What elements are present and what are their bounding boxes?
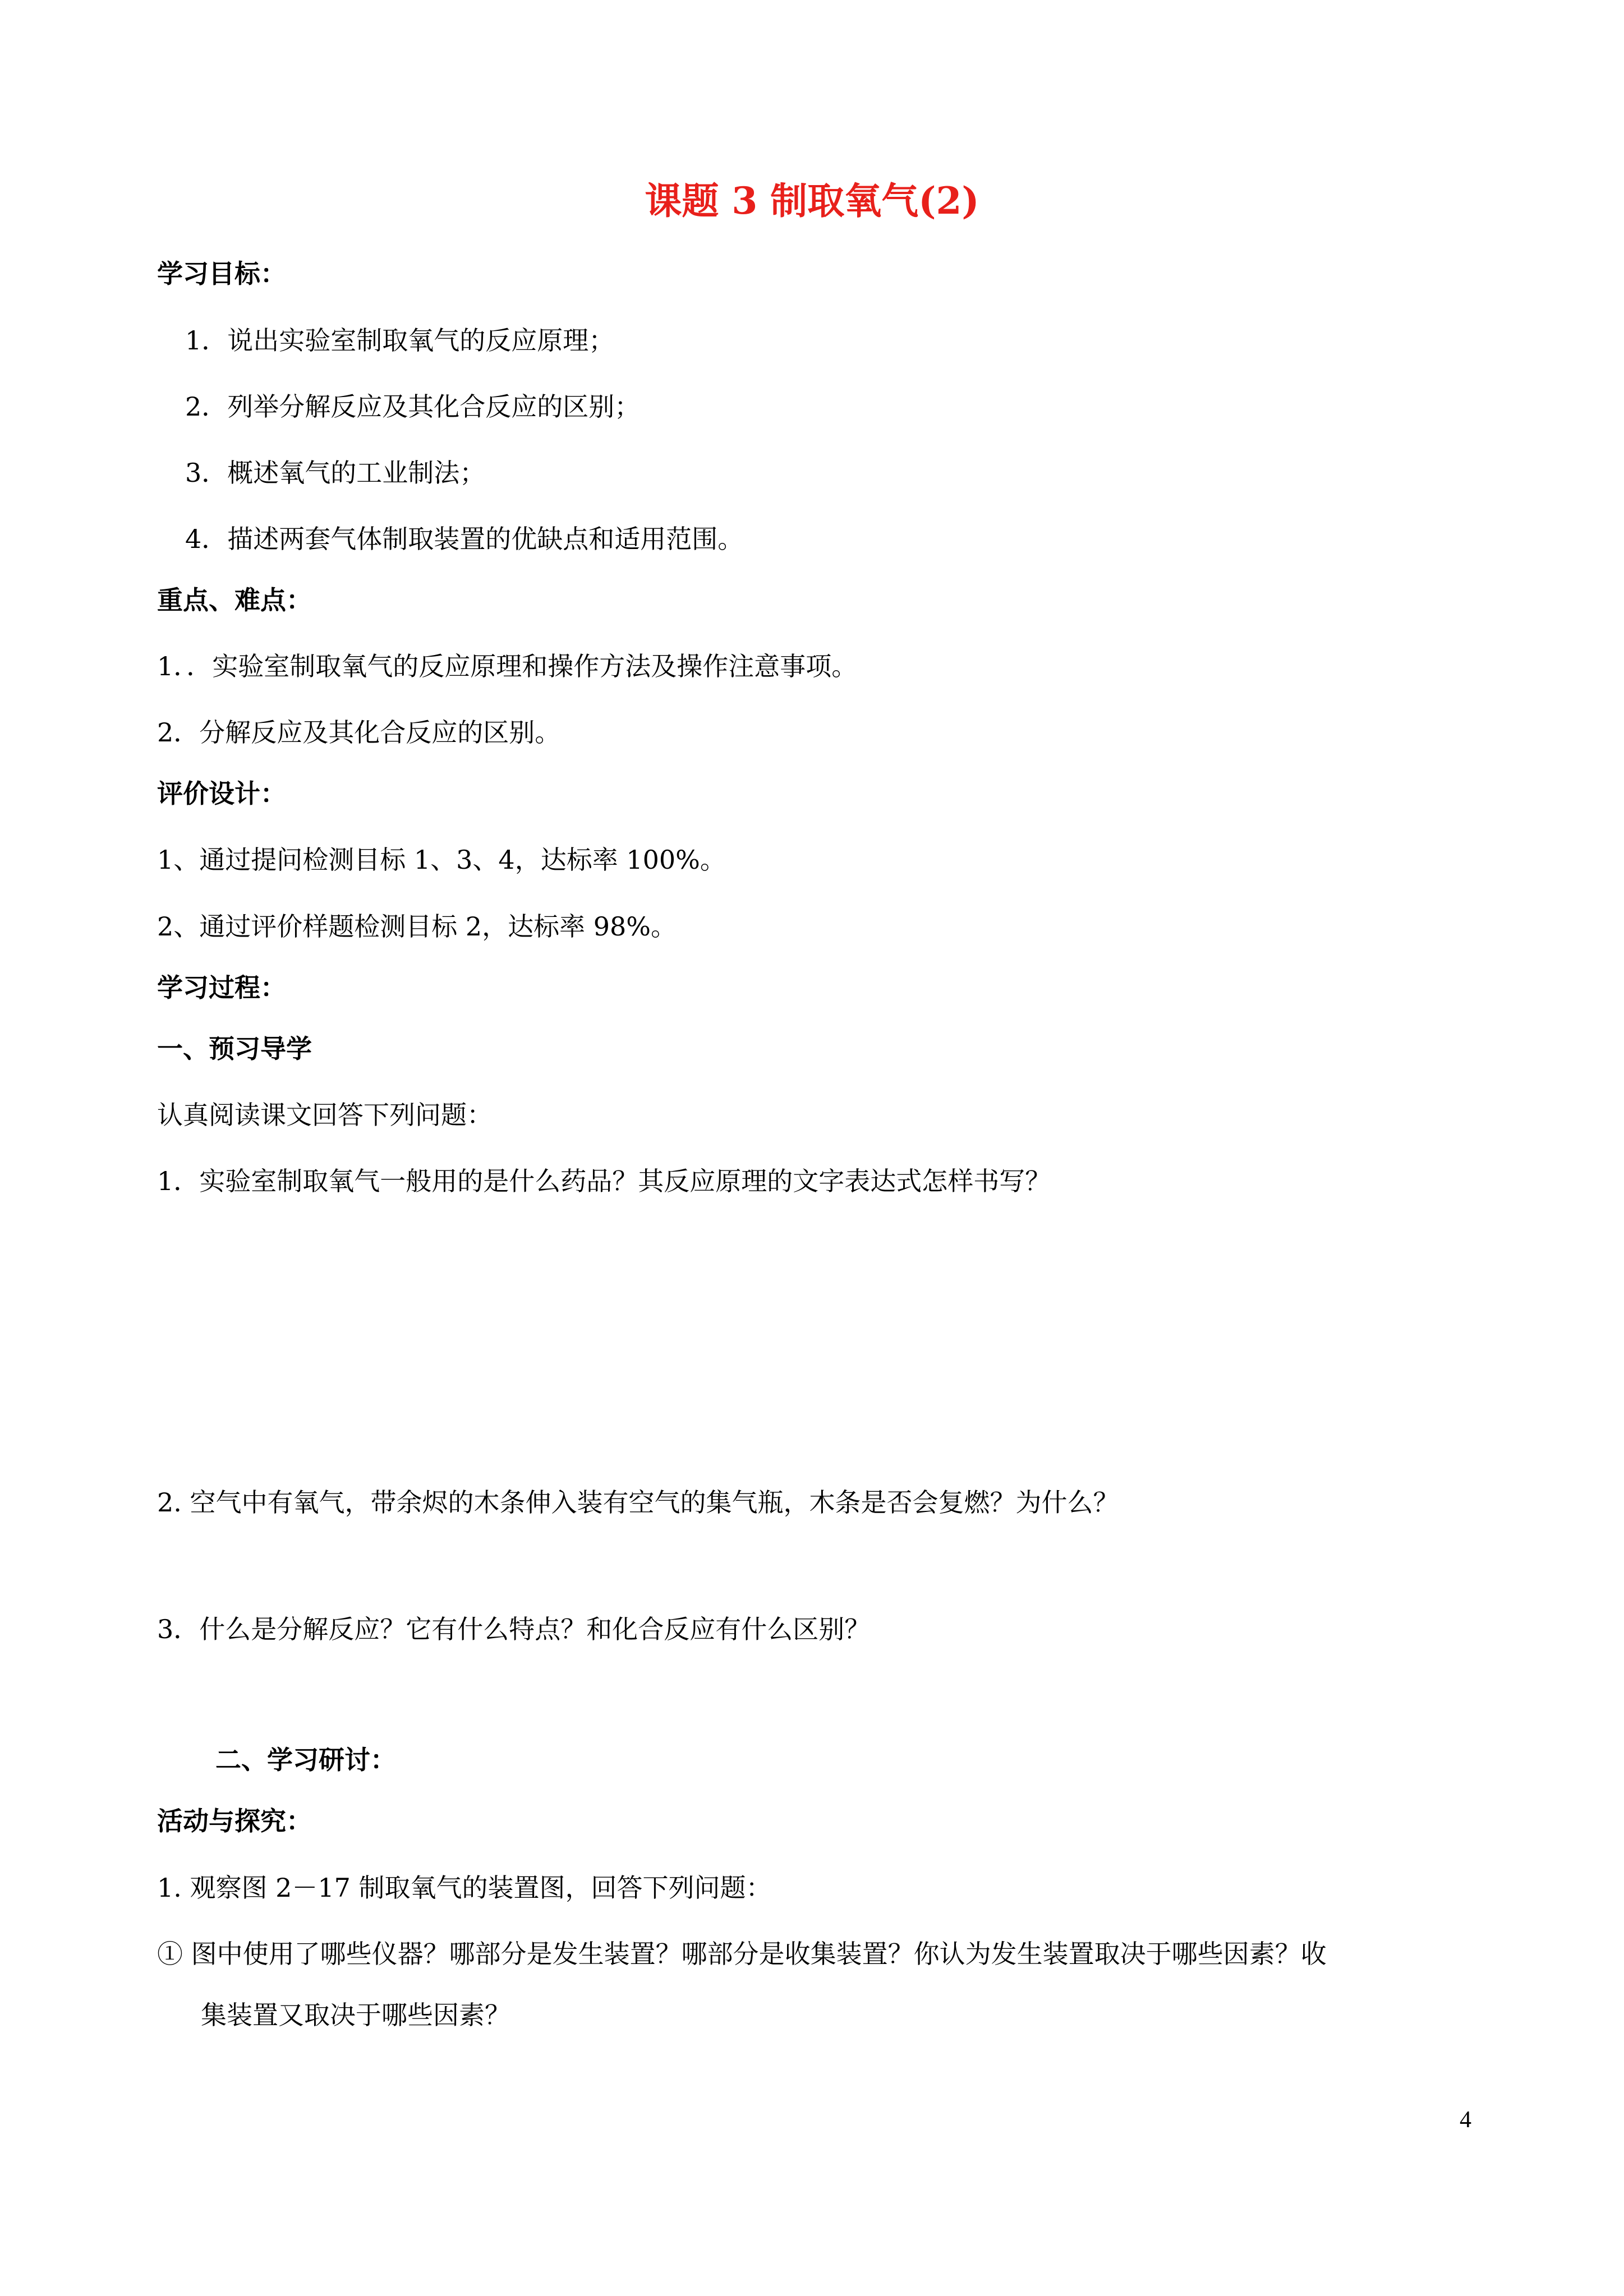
part1-intro: 认真阅读课文回答下列问题： <box>157 1100 493 1130</box>
key-point-item: 1．．实验室制取氧气的反应原理和操作方法及操作注意事项。 <box>157 651 858 681</box>
objective-item: 1．说出实验室制取氧气的反应原理； <box>185 325 615 356</box>
evaluation-item: 1、通过提问检测目标 1、3、4，达标率 100%。 <box>157 845 726 875</box>
key-point-item: 2．分解反应及其化合反应的区别。 <box>157 717 561 748</box>
key-points-heading: 重点、难点： <box>157 585 312 615</box>
objective-item: 3．概述氧气的工业制法； <box>185 458 486 488</box>
objective-item: 4．描述两套气体制取装置的优缺点和适用范围。 <box>185 524 744 554</box>
document-title: 课题 3 制取氧气(2) <box>645 179 979 223</box>
objective-item: 2．列举分解反应及其化合反应的区别； <box>185 391 641 422</box>
sub-question-line: ① 图中使用了哪些仪器？哪部分是发生装置？哪部分是收集装置？你认为发生装置取决于哪些因素？收 <box>157 1939 1327 1969</box>
page-number: 4 <box>1460 2107 1471 2133</box>
evaluation-heading: 评价设计： <box>157 778 286 809</box>
question-item: 2. 空气中有氧气，带余烬的木条伸入装有空气的集气瓶，木条是否会复燃？为什么？ <box>157 1487 1119 1518</box>
part2-heading: 二、学习研讨： <box>215 1745 396 1775</box>
evaluation-item: 2、通过评价样题检测目标 2，达标率 98%。 <box>157 911 677 942</box>
activity-question: 1. 观察图 2－17 制取氧气的装置图，回答下列问题： <box>157 1873 772 1903</box>
activity-heading: 活动与探究： <box>157 1806 312 1836</box>
question-item: 3．什么是分解反应？它有什么特点？和化合反应有什么区别？ <box>157 1614 871 1644</box>
part1-heading: 一、预习导学 <box>157 1034 312 1064</box>
question-item: 1．实验室制取氧气一般用的是什么药品？其反应原理的文字表达式怎样书写？ <box>157 1166 1051 1196</box>
objectives-heading: 学习目标： <box>157 259 286 289</box>
sub-question-line: 集装置又取决于哪些因素？ <box>201 2000 510 2030</box>
process-heading: 学习过程： <box>157 972 286 1003</box>
